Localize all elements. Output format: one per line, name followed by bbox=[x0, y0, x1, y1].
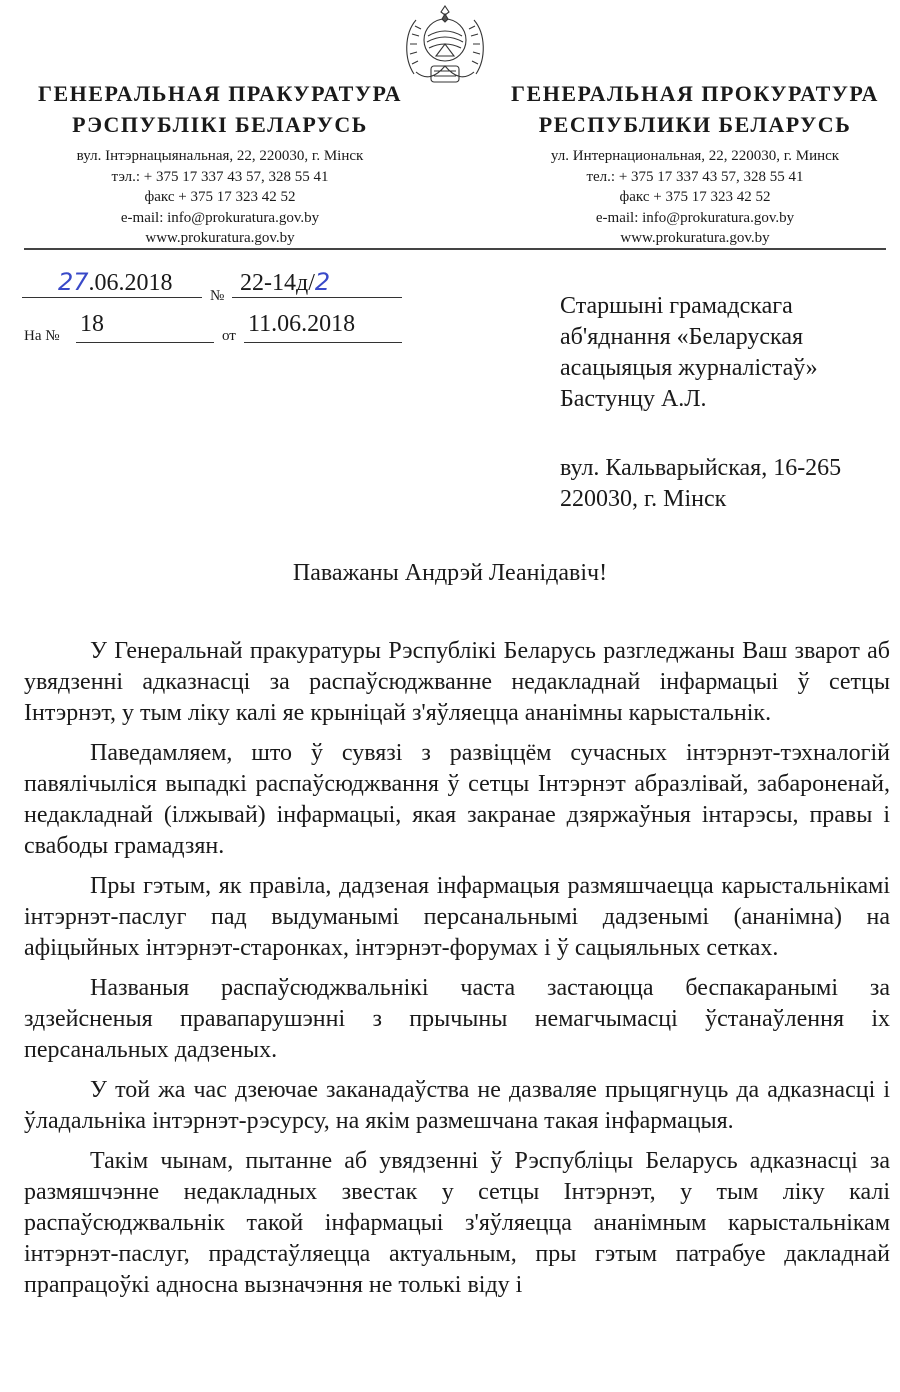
in-reply-date: 11.06.2018 bbox=[248, 311, 356, 337]
in-reply-number: 18 bbox=[80, 311, 104, 337]
header-divider bbox=[24, 248, 886, 250]
org-title-ru-line2: РЕСПУБЛИКИ БЕЛАРУСЬ bbox=[538, 112, 852, 137]
addressee-street: вул. Кальварыйская, 16-265 bbox=[560, 455, 842, 481]
org-contacts-belarusian bbox=[20, 146, 420, 249]
org-contacts-russian bbox=[495, 146, 895, 249]
org-title-ru-line1: ГЕНЕРАЛЬНАЯ ПРОКУРАТУРА bbox=[511, 81, 879, 106]
addressee-city: 220030, г. Мінск bbox=[560, 486, 727, 512]
number-underline bbox=[232, 297, 402, 298]
outgoing-number-printed: 22-14д/ bbox=[240, 270, 315, 296]
paragraph: У той жа час дзеючае заканадаўства не дазваляе прыцягнуць да адказнасці і ўладальніка інтэрнэт-рэсурсу, на якім размешчана такая інфармацыя. bbox=[24, 1077, 890, 1134]
org-email-ru: e-mail: info@prokuratura.gov.by bbox=[595, 209, 795, 226]
org-title-russian bbox=[495, 78, 895, 140]
org-title-be-line2: РЭСПУБЛІКІ БЕЛАРУСЬ bbox=[72, 112, 368, 137]
org-web-be: www.prokuratura.gov.by bbox=[145, 230, 295, 246]
number-label: № bbox=[210, 288, 225, 304]
addressee-block bbox=[560, 291, 841, 515]
org-fax-ru: факс + 375 17 323 42 52 bbox=[619, 189, 771, 205]
outgoing-number-handwritten: 2 bbox=[314, 268, 331, 296]
outgoing-date-day: 27 bbox=[58, 268, 89, 296]
paragraph: У Генеральнай пракуратуры Рэспублікі Беларусь разгледжаны Ваш зварот аб увядзенні адказнасці за распаўсюджванне недакладнай інфармацыі ў сетцы Інтэрнэт, у тым ліку калі яе крыніцай з'яўляецца ананімны карыстальнік. bbox=[24, 638, 890, 726]
outgoing-date bbox=[58, 268, 173, 297]
outgoing-date-rest: .06.2018 bbox=[88, 270, 173, 296]
org-phone-be: тэл.: + 375 17 337 43 57, 328 55 41 bbox=[111, 168, 329, 185]
in-reply-label: На № bbox=[24, 328, 60, 344]
salutation: Паважаны Андрэй Леанідавіч! bbox=[292, 560, 608, 586]
outgoing-number bbox=[240, 268, 330, 297]
from-label: от bbox=[222, 328, 236, 344]
in-reply-date-underline bbox=[244, 342, 402, 343]
org-title-be-line1: ГЕНЕРАЛЬНАЯ ПРАКУРАТУРА bbox=[38, 81, 402, 106]
paragraph: Названыя распаўсюджвальнікі часта застаюцца беспакаранымі за здзейсненыя правапарушэнні з прычыны немагчымасці ўстанаўлення іх персанальных дадзеных. bbox=[24, 975, 890, 1063]
in-reply-underline bbox=[76, 342, 214, 343]
org-title-belarusian bbox=[20, 78, 420, 140]
addressee-line4: Бастунцу А.Л. bbox=[560, 386, 707, 412]
org-phone-ru: тел.: + 375 17 337 43 57, 328 55 41 bbox=[586, 168, 804, 185]
addressee-line1: Старшыні грамадскага bbox=[560, 293, 793, 319]
org-fax-be: факс + 375 17 323 42 52 bbox=[144, 189, 296, 205]
letter-body bbox=[24, 636, 890, 1310]
paragraph: Паведамляем, што ў сувязі з развіццём сучасных інтэрнэт-тэхналогій павялічыліся выпадкі распаўсюджвання ў сетцы Інтэрнэт абразлівай, забароненай, недакладнай (ілжывай) інфармацыі, якая закранае дзяржаўныя інтарэсы, правы і свабоды грамадзян. bbox=[24, 740, 890, 859]
paragraph: Такім чынам, пытанне аб увядзенні ў Рэспубліцы Беларусь адказнасці за размяшчэнне недакладных звестак у сетцы Інтэрнэт, у тым ліку калі распаўсюджвальнік такой інфармацыі з'яўляецца ананімным карыстальнікам інтэрнэт-паслуг, прадстаўляецца актуальным, пры гэтым патрабуе дакладнай прапрацоўкі адносна вызначэння не толькі віду і bbox=[24, 1148, 890, 1298]
org-web-ru: www.prokuratura.gov.by bbox=[620, 230, 770, 246]
addressee-line3: асацыяцыя журналістаў» bbox=[560, 355, 818, 381]
addressee-line2: аб'яднання «Беларуская bbox=[560, 324, 804, 350]
org-address-be: вул. Інтэрнацыянальная, 22, 220030, г. Мінск bbox=[76, 148, 364, 164]
org-email-be: e-mail: info@prokuratura.gov.by bbox=[120, 209, 320, 226]
org-address-ru: ул. Интернациональная, 22, 220030, г. Минск bbox=[550, 148, 840, 164]
date-underline bbox=[22, 297, 202, 298]
paragraph: Пры гэтым, як правіла, дадзеная інфармацыя размяшчаецца карыстальнікамі інтэрнэт-паслуг пад выдуманымі персанальнымі дадзенымі (ананімна) на афіцыйных інтэрнэт-старонках, інтэрнэт-форумах і ў сацыяльных сетках. bbox=[24, 873, 890, 961]
